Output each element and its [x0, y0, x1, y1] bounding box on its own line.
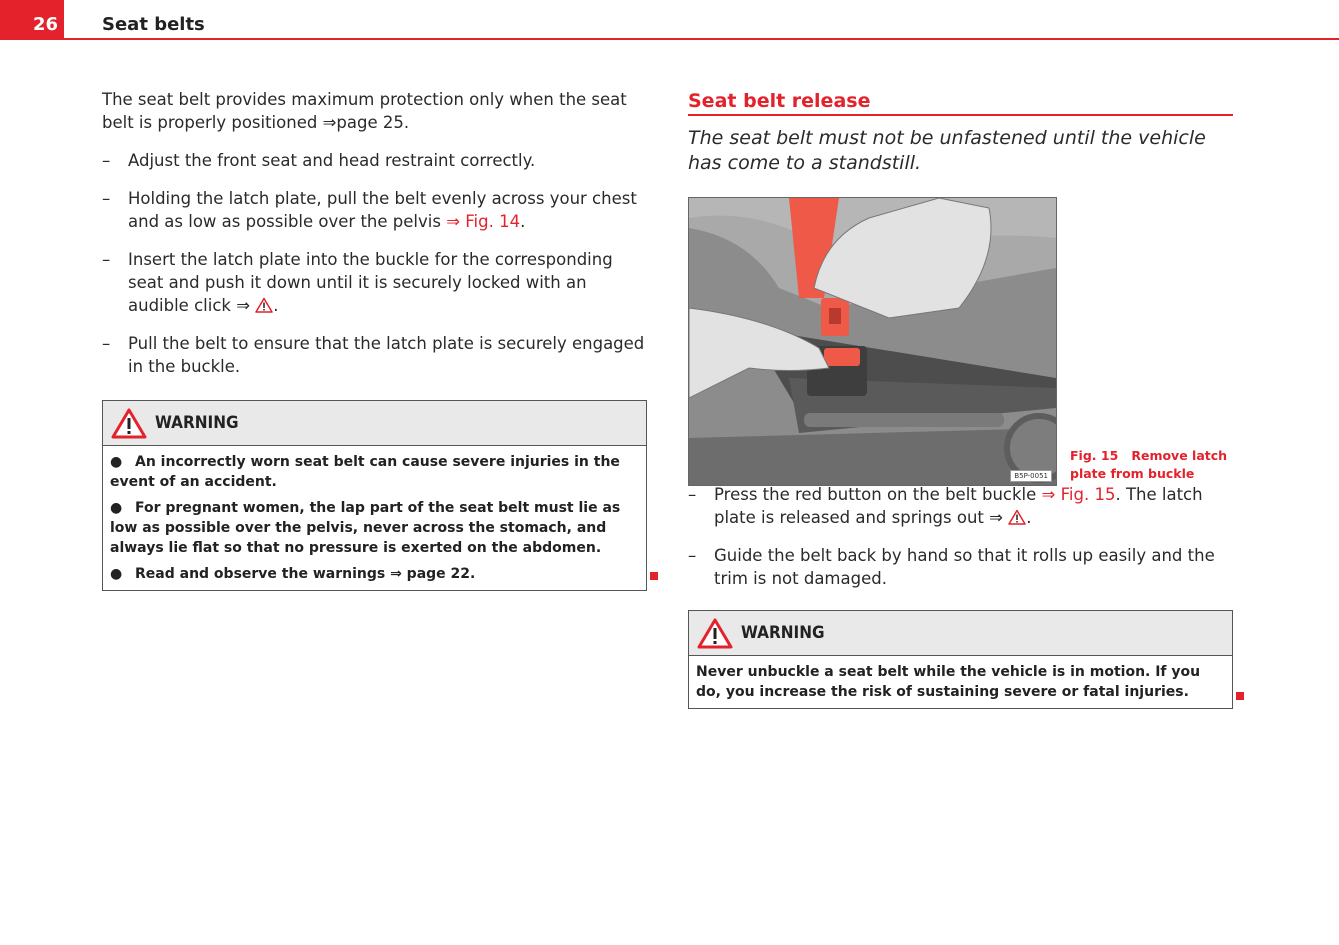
figure-code: B5P-0051: [1010, 470, 1052, 482]
chapter-title: Seat belts: [102, 14, 205, 35]
section-intro: The seat belt must not be unfastened until the vehicle has come to a standstill.: [688, 127, 1206, 174]
list-item: – Insert the latch plate into the buckle for the corresponding seat and push it down until it is securely locked with an audible click ⇒ .: [102, 250, 613, 315]
section-end-marker: [650, 572, 658, 580]
warning-item: ● For pregnant women, the lap part of the seat belt must lie as low as possible over the pelvis, never across the stomach, and always lie flat so that no pressure is exerted on the abdomen.: [110, 500, 621, 556]
warning-header: [103, 401, 646, 446]
right-column: [688, 88, 1233, 709]
page-number: 26: [32, 14, 58, 35]
warning-text: Never unbuckle a seat belt while the vehicle is in motion. If you do, you increase the risk of sustaining severe or fatal injuries.: [696, 664, 1201, 700]
intro-paragraph: The seat belt provides maximum protection only when the seat belt is properly positioned ⇒page 25.: [102, 90, 627, 132]
list-item: – Pull the belt to ensure that the latch plate is securely engaged in the buckle.: [102, 334, 645, 376]
list-item: – Holding the latch plate, pull the belt evenly across your chest and as low as possible over the pelvis ⇒ Fig. 14.: [102, 189, 637, 231]
figure: [688, 197, 1233, 487]
list-item: – Press the red button on the belt buckle ⇒ Fig. 15. The latch plate is released and springs out ⇒ .: [688, 485, 1203, 527]
warning-triangle-icon: [111, 407, 147, 439]
fig-14-link[interactable]: ⇒ Fig. 14: [446, 212, 521, 231]
figure-illustration: [688, 197, 1057, 486]
list-item: – Guide the belt back by hand so that it rolls up easily and the trim is not damaged.: [688, 546, 1215, 588]
section-title: Seat belt release: [688, 90, 1233, 116]
release-steps: [688, 483, 1233, 590]
left-column: [102, 88, 647, 591]
warning-box: [688, 610, 1233, 709]
warning-triangle-icon: [697, 617, 733, 649]
warning-item: ● An incorrectly worn seat belt can cause severe injuries in the event of an accident.: [110, 454, 620, 490]
warning-label: WARNING: [155, 413, 239, 433]
seat-belt-buckle-illustration: [689, 198, 1056, 485]
warning-triangle-icon[interactable]: [1008, 509, 1026, 525]
section-end-marker: [1236, 692, 1244, 700]
warning-box: [102, 400, 647, 591]
fastening-steps: [102, 149, 647, 378]
warning-triangle-icon[interactable]: [255, 297, 273, 313]
list-item: – Adjust the front seat and head restraint correctly.: [102, 151, 536, 170]
warning-item: ● Read and observe the warnings ⇒ page 22.: [110, 566, 476, 582]
page-ref-link[interactable]: page 25: [336, 113, 404, 132]
warning-body: [689, 656, 1232, 708]
fig-15-link[interactable]: ⇒ Fig. 15: [1041, 485, 1116, 504]
warning-header: [689, 611, 1232, 656]
warning-body: [103, 446, 646, 590]
header-divider: [64, 38, 1339, 40]
warning-label: WARNING: [741, 623, 825, 643]
figure-caption: Fig. 15 Remove latch plate from buckle: [1070, 448, 1228, 481]
